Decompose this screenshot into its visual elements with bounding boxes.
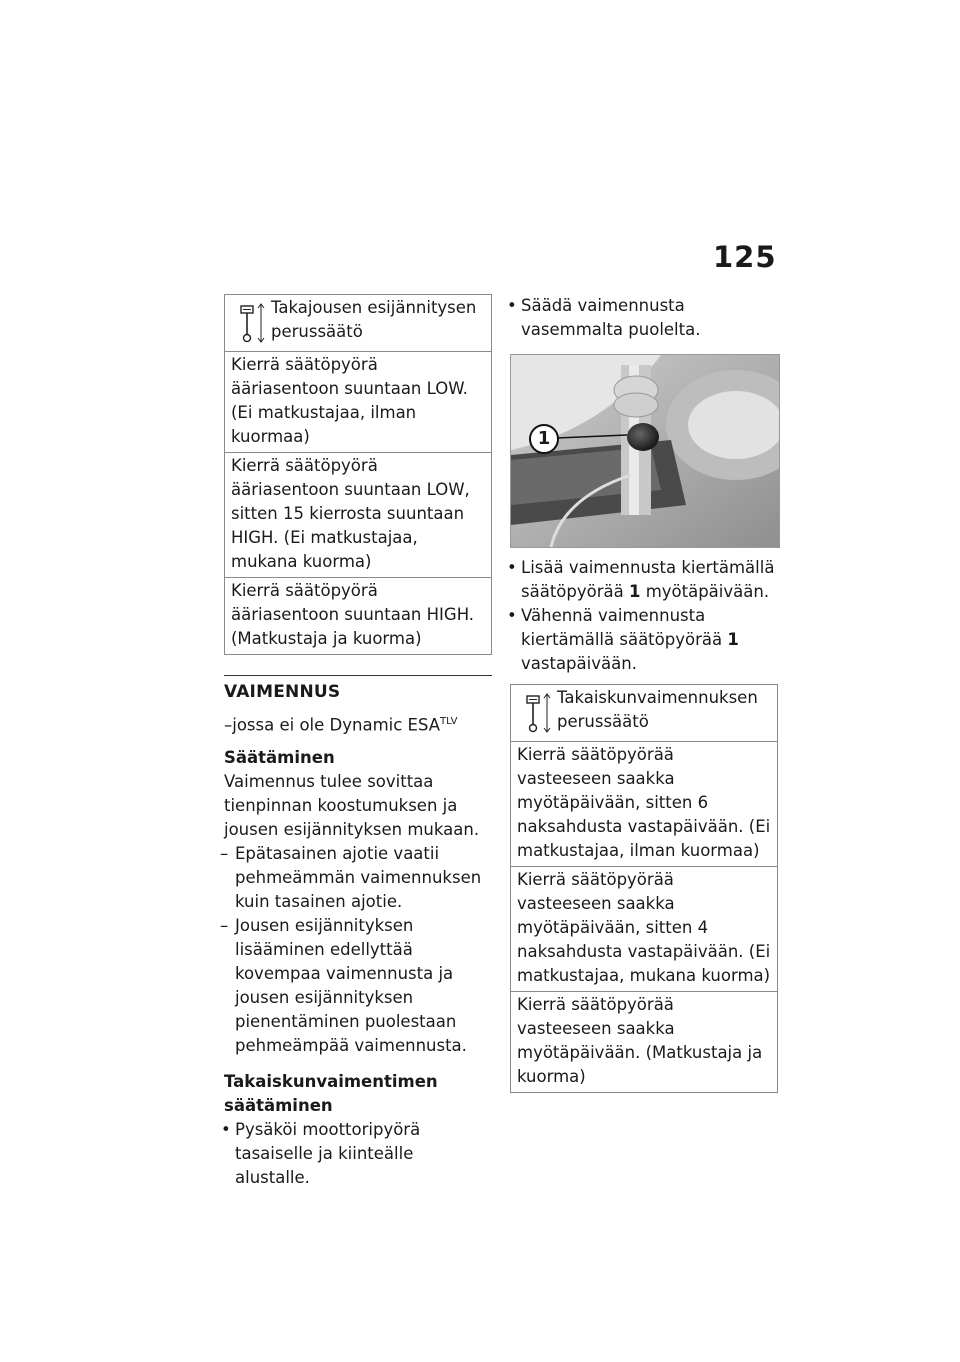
rear-damper-heading: Takaiskunvaimentimen säätäminen <box>224 1071 438 1115</box>
spring-preload-table-header <box>225 295 492 352</box>
page-number: 125 <box>713 240 777 274</box>
damping-note-text: –jossa ei ole Dynamic ESA <box>224 715 441 735</box>
list-item: • Pysäköi moottoripyörä tasaiselle ja kiinteälle alustalle. <box>224 1118 492 1190</box>
rear-damping-row-1: Kierrä säätöpyörää vasteeseen saakka myötäpäivään, sitten 6 naksahdusta vastapäivään. (Ei matkustajaa, ilman kuormaa) <box>511 742 778 867</box>
list-item <box>510 556 778 604</box>
rear-damping-table-title: Takaiskunvaimennuksen perussäätö <box>557 688 758 731</box>
callout-label-1: 1 <box>537 428 551 449</box>
list-item: • Säädä vaimennusta vasemmalta puolelta. <box>510 294 778 342</box>
adjust-heading: Säätäminen <box>224 747 335 767</box>
damping-note-sup: TLV <box>440 716 458 727</box>
list-item: – Epätasainen ajotie vaatii pehmeämmän vaimennuksen kuin tasainen ajotie. <box>224 842 492 914</box>
rear-damper-list <box>224 1118 492 1190</box>
adjust-paragraph: Vaimennus tulee sovittaa tienpinnan koostumuksen ja jousen esijännityksen mukaan. <box>224 771 480 839</box>
rear-damping-row-2: Kierrä säätöpyörää vasteeseen saakka myötäpäivään, sitten 4 naksahdusta vastapäivään. (Ei matkustajaa, mukana kuorma) <box>511 867 778 992</box>
bullet-a-pre: Lisää vaimennusta kiertämällä säätöpyörää <box>521 558 775 601</box>
bullet-a-post: myötäpäivään. <box>640 582 770 601</box>
bullet-b-pre: Vähennä vaimennusta kiertämällä säätöpyörää <box>521 606 728 649</box>
bullet-a-ref: 1 <box>628 582 641 601</box>
adjust-side-list <box>510 294 778 342</box>
bullet-b-post: vastapäivään. <box>521 654 637 673</box>
rear-damping-row-3: Kierrä säätöpyörää vasteeseen saakka myötäpäivään. (Matkustaja ja kuorma) <box>511 992 778 1093</box>
spring-preload-row-1: Kierrä säätöpyörä ääriasentoon suuntaan LOW. (Ei matkustajaa, ilman kuormaa) <box>225 352 492 453</box>
damping-section-note <box>224 710 492 738</box>
damper-adjuster-photo <box>510 354 780 548</box>
list-item <box>510 604 778 676</box>
adjust-list <box>224 842 492 1058</box>
bullet-b-ref: 1 <box>727 630 739 649</box>
suspension-adjust-icon <box>517 690 557 738</box>
damping-adjust-list <box>510 556 778 676</box>
suspension-adjust-icon <box>231 300 271 348</box>
right-column <box>510 294 778 1093</box>
spring-preload-table <box>224 294 492 655</box>
spring-preload-row-3: Kierrä säätöpyörä ääriasentoon suuntaan HIGH. (Matkustaja ja kuorma) <box>225 578 492 655</box>
spring-preload-row-2: Kierrä säätöpyörä ääriasentoon suuntaan LOW, sitten 15 kierrosta suuntaan HIGH. (Ei matkustajaa, mukana kuorma) <box>225 453 492 578</box>
spring-preload-table-title: Takajousen esijännitysen perussäätö <box>271 298 477 341</box>
rear-damping-table <box>510 684 778 1093</box>
rear-damping-table-header <box>511 685 778 742</box>
damping-section-heading: VAIMENNUS <box>224 675 492 704</box>
left-column <box>224 294 492 1190</box>
list-item: – Jousen esijännityksen lisääminen edellyttää kovempaa vaimennusta ja jousen esijännityksen pienentäminen puolestaan pehmeämpää vaimennusta. <box>224 914 492 1058</box>
